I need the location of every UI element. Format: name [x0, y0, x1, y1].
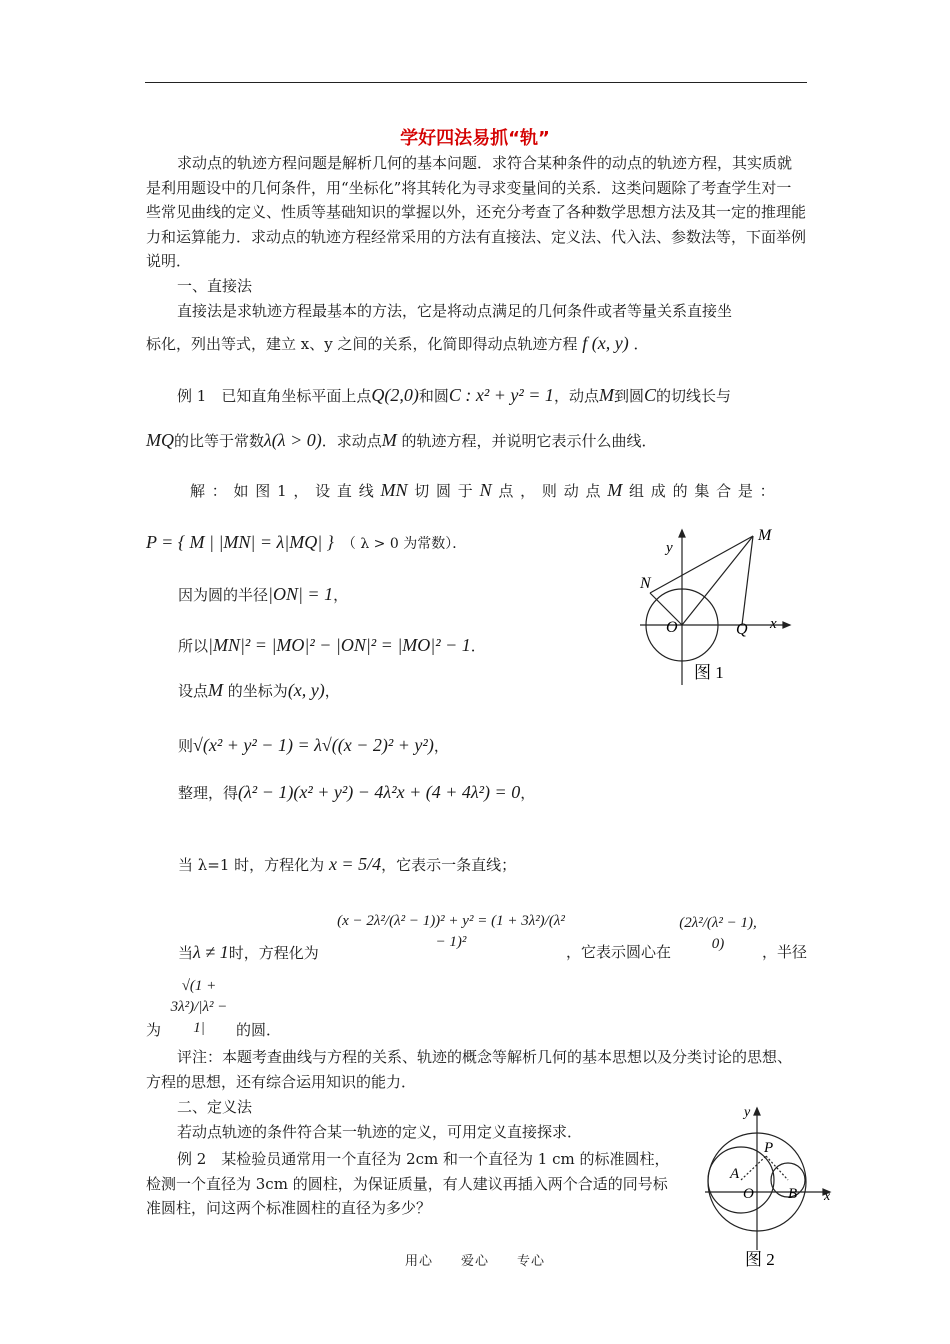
case2-center	[676, 912, 760, 954]
so-equation: |MN|² = |MO|² − |ON|² = |MO|² − 1	[208, 635, 471, 655]
coord-text: 设点	[178, 682, 209, 700]
example1-text4: 到圆	[613, 387, 644, 405]
simplify-equation: (λ² − 1)(x² + y²) − 4λ²x + (4 + 4λ²) = 0	[238, 782, 521, 802]
then-text: 则	[178, 737, 194, 755]
solution-text4: 组 成 的 集 合 是 ：	[629, 482, 775, 500]
solution-text1: 解 ： 如 图 1 ， 设 直 线	[190, 482, 374, 500]
fig2-label-b: B	[788, 1186, 798, 1202]
simplify-line	[178, 782, 535, 803]
example1-text7: ．求动点	[321, 432, 382, 450]
circle-c-equation: C : x² + y² = 1	[448, 385, 554, 405]
solution-set-line	[146, 532, 466, 554]
circle-c: C	[643, 385, 656, 405]
case2-last-line-end	[236, 1020, 281, 1040]
then-line	[178, 735, 449, 756]
section1-desc-end: ．	[633, 335, 649, 353]
solution-line1	[190, 480, 775, 501]
simplify-end: ，	[520, 784, 536, 802]
so-line	[178, 635, 486, 656]
case2-equation-text: (x − 2λ²/(λ² − 1))² + y² = (1 + 3λ²)/(λ² − 1)²	[337, 913, 565, 950]
example1-text8: 的轨迹方程，并说明它表示什么曲线．	[401, 432, 657, 450]
section1-heading: 一、直接法	[177, 277, 253, 295]
fig2-y-arrow	[754, 1108, 760, 1115]
fig1-label-o: O	[666, 619, 678, 636]
case2-equation	[336, 910, 566, 952]
case2-last-line	[146, 1020, 161, 1040]
fig1-x-arrow	[783, 622, 790, 628]
fig1-caption: 图 1	[694, 663, 724, 682]
fig2-label-o: O	[743, 1186, 754, 1202]
case2-text-f: 的圆．	[236, 1021, 282, 1039]
point-m: M	[598, 385, 614, 405]
solution-text2: 切 圆 于	[414, 482, 473, 500]
point-m-3: M	[607, 480, 623, 500]
then-end: ，	[433, 737, 449, 755]
case2-line	[178, 942, 319, 963]
case2-text-a: 当	[178, 944, 194, 962]
section2-heading: 二、定义法	[177, 1098, 253, 1116]
case2-center-text: (2λ²/(λ² − 1), 0)	[679, 915, 757, 952]
fig1-line-qm	[742, 536, 753, 625]
case1-text: 当 λ=1 时，方程化为	[178, 856, 325, 874]
section1-formula: f (x, y)	[582, 333, 629, 353]
lambda-condition: λ(λ > 0)	[264, 430, 322, 450]
then-equation: √(x² + y² − 1) = λ√((x − 2)² + y²)	[193, 735, 434, 755]
page-footer: 用心 爱心 专心	[404, 1254, 545, 1269]
fig1-label-m: M	[758, 527, 772, 544]
header-rule	[145, 82, 807, 83]
example1-text1: 已知直角坐标平面上点	[221, 387, 372, 405]
example1-label: 例 1	[177, 387, 207, 405]
radius-text: 因为圆的半径	[178, 586, 269, 604]
coord-text2: 的坐标为	[227, 682, 288, 700]
fig2-label-y: y	[744, 1105, 751, 1120]
fig2-label-a: A	[730, 1166, 740, 1182]
comment-paragraph: 评注：本题考查曲线与方程的关系、轨迹的概念等解析几何的基本思想以及分类讨论的思想、方程的思想，还有综合运用知识的能力．	[146, 1048, 793, 1091]
case2-line-right	[566, 942, 671, 962]
section1-desc-line1: 直接法是求轨迹方程最基本的方法，它是将动点满足的几何条件或者等量关系直接坐	[177, 302, 733, 320]
example1-text2: 和圆	[418, 387, 449, 405]
radius-end: ，	[333, 586, 349, 604]
fig1-label-n: N	[640, 575, 651, 592]
radius-line	[178, 584, 348, 605]
section1-desc-line2	[146, 333, 649, 354]
point-n: N	[479, 480, 492, 500]
coord-line	[178, 680, 340, 701]
case1-line	[178, 854, 516, 875]
line-mn: MN	[380, 480, 408, 500]
point-m-2: M	[381, 430, 397, 450]
fig1-label-q: Q	[736, 621, 748, 638]
figure2-diagram	[700, 1100, 840, 1275]
solution-text3: 点 ， 则 动 点	[498, 482, 601, 500]
fig1-label-x: x	[770, 616, 777, 632]
intro-paragraph: 求动点的轨迹方程问题是解析几何的基本问题．求符合某种条件的动点的轨迹方程，其实质就是利用题设中的几何条件，用“坐标化”将其转化为寻求变量间的关系．这类问题除了考查学生对一些常见曲线的定义、性质等基础知识的掌握以外，还充分考查了各种数学思想方法及其一定的推理能力和运算能力．求动点的轨迹方程经常采用的方法有直接法、定义法、代入法、参数法等，下面举例说明．	[146, 154, 807, 270]
case2-radius	[164, 975, 234, 1038]
case2-condition: λ ≠ 1	[193, 942, 229, 962]
simplify-text: 整理，得	[178, 784, 239, 802]
case2-text-b: 时，方程化为	[228, 944, 319, 962]
coord-end: ，	[324, 682, 340, 700]
fig1-line-om	[682, 536, 753, 625]
page-title: 学好四法易抓“轨”	[400, 128, 550, 149]
example1-text3: ，动点	[553, 387, 599, 405]
segment-mq: MQ	[146, 430, 174, 450]
point-q: Q(2,0)	[371, 385, 419, 405]
case2-text-d: ，半径	[762, 943, 808, 961]
set-p: P = { M | |MN| = λ|MQ| }	[146, 532, 334, 552]
so-end: ．	[470, 637, 486, 655]
case2-text-e: 为	[146, 1021, 162, 1039]
fig1-label-y: y	[666, 540, 673, 556]
figure1-diagram	[620, 520, 820, 690]
fig2-label-p: P	[764, 1140, 774, 1156]
example2-paragraph: 例 2 某检验员通常用一个直径为 2cm 和一个直径为 1 cm 的标准圆柱，检测一个直径为 3cm 的圆柱，为保证质量，有人建议再插入两个合适的同号标准圆柱，问这两个标准圆柱的直径为多少？	[146, 1150, 670, 1217]
coord-xy: (x, y)	[287, 680, 325, 700]
case1-end: ，它表示一条直线；	[381, 856, 517, 874]
fig2-dashed-ap	[741, 1156, 766, 1180]
so-text: 所以	[178, 637, 209, 655]
example1-line2	[146, 430, 657, 451]
radius-equation: |ON| = 1	[268, 584, 334, 604]
fig2-label-x: x	[824, 1189, 831, 1204]
section1-desc-text: 标化，列出等式，建立 x、y 之间的关系，化简即得动点轨迹方程	[146, 335, 578, 353]
fig1-y-arrow	[679, 530, 685, 537]
case1-equation: x = 5/4	[328, 854, 382, 874]
fig2-caption: 图 2	[745, 1250, 775, 1269]
point-m-4: M	[208, 680, 224, 700]
case2-text-c: ，它表示圆心在	[566, 943, 672, 961]
section2-desc: 若动点轨迹的条件符合某一轨迹的定义，可用定义直接探求．	[177, 1123, 583, 1141]
case2-radius-text: √(1 + 3λ²)/|λ² − 1|	[170, 978, 228, 1036]
fig2-dashed-pb	[766, 1156, 788, 1180]
example1-text6: 的比等于常数	[174, 432, 265, 450]
example1-line1	[177, 385, 731, 406]
set-condition: （ λ > 0 为常数）．	[348, 536, 467, 552]
example1-text5: 的切线长与	[655, 387, 731, 405]
case2-line-end	[762, 942, 807, 962]
